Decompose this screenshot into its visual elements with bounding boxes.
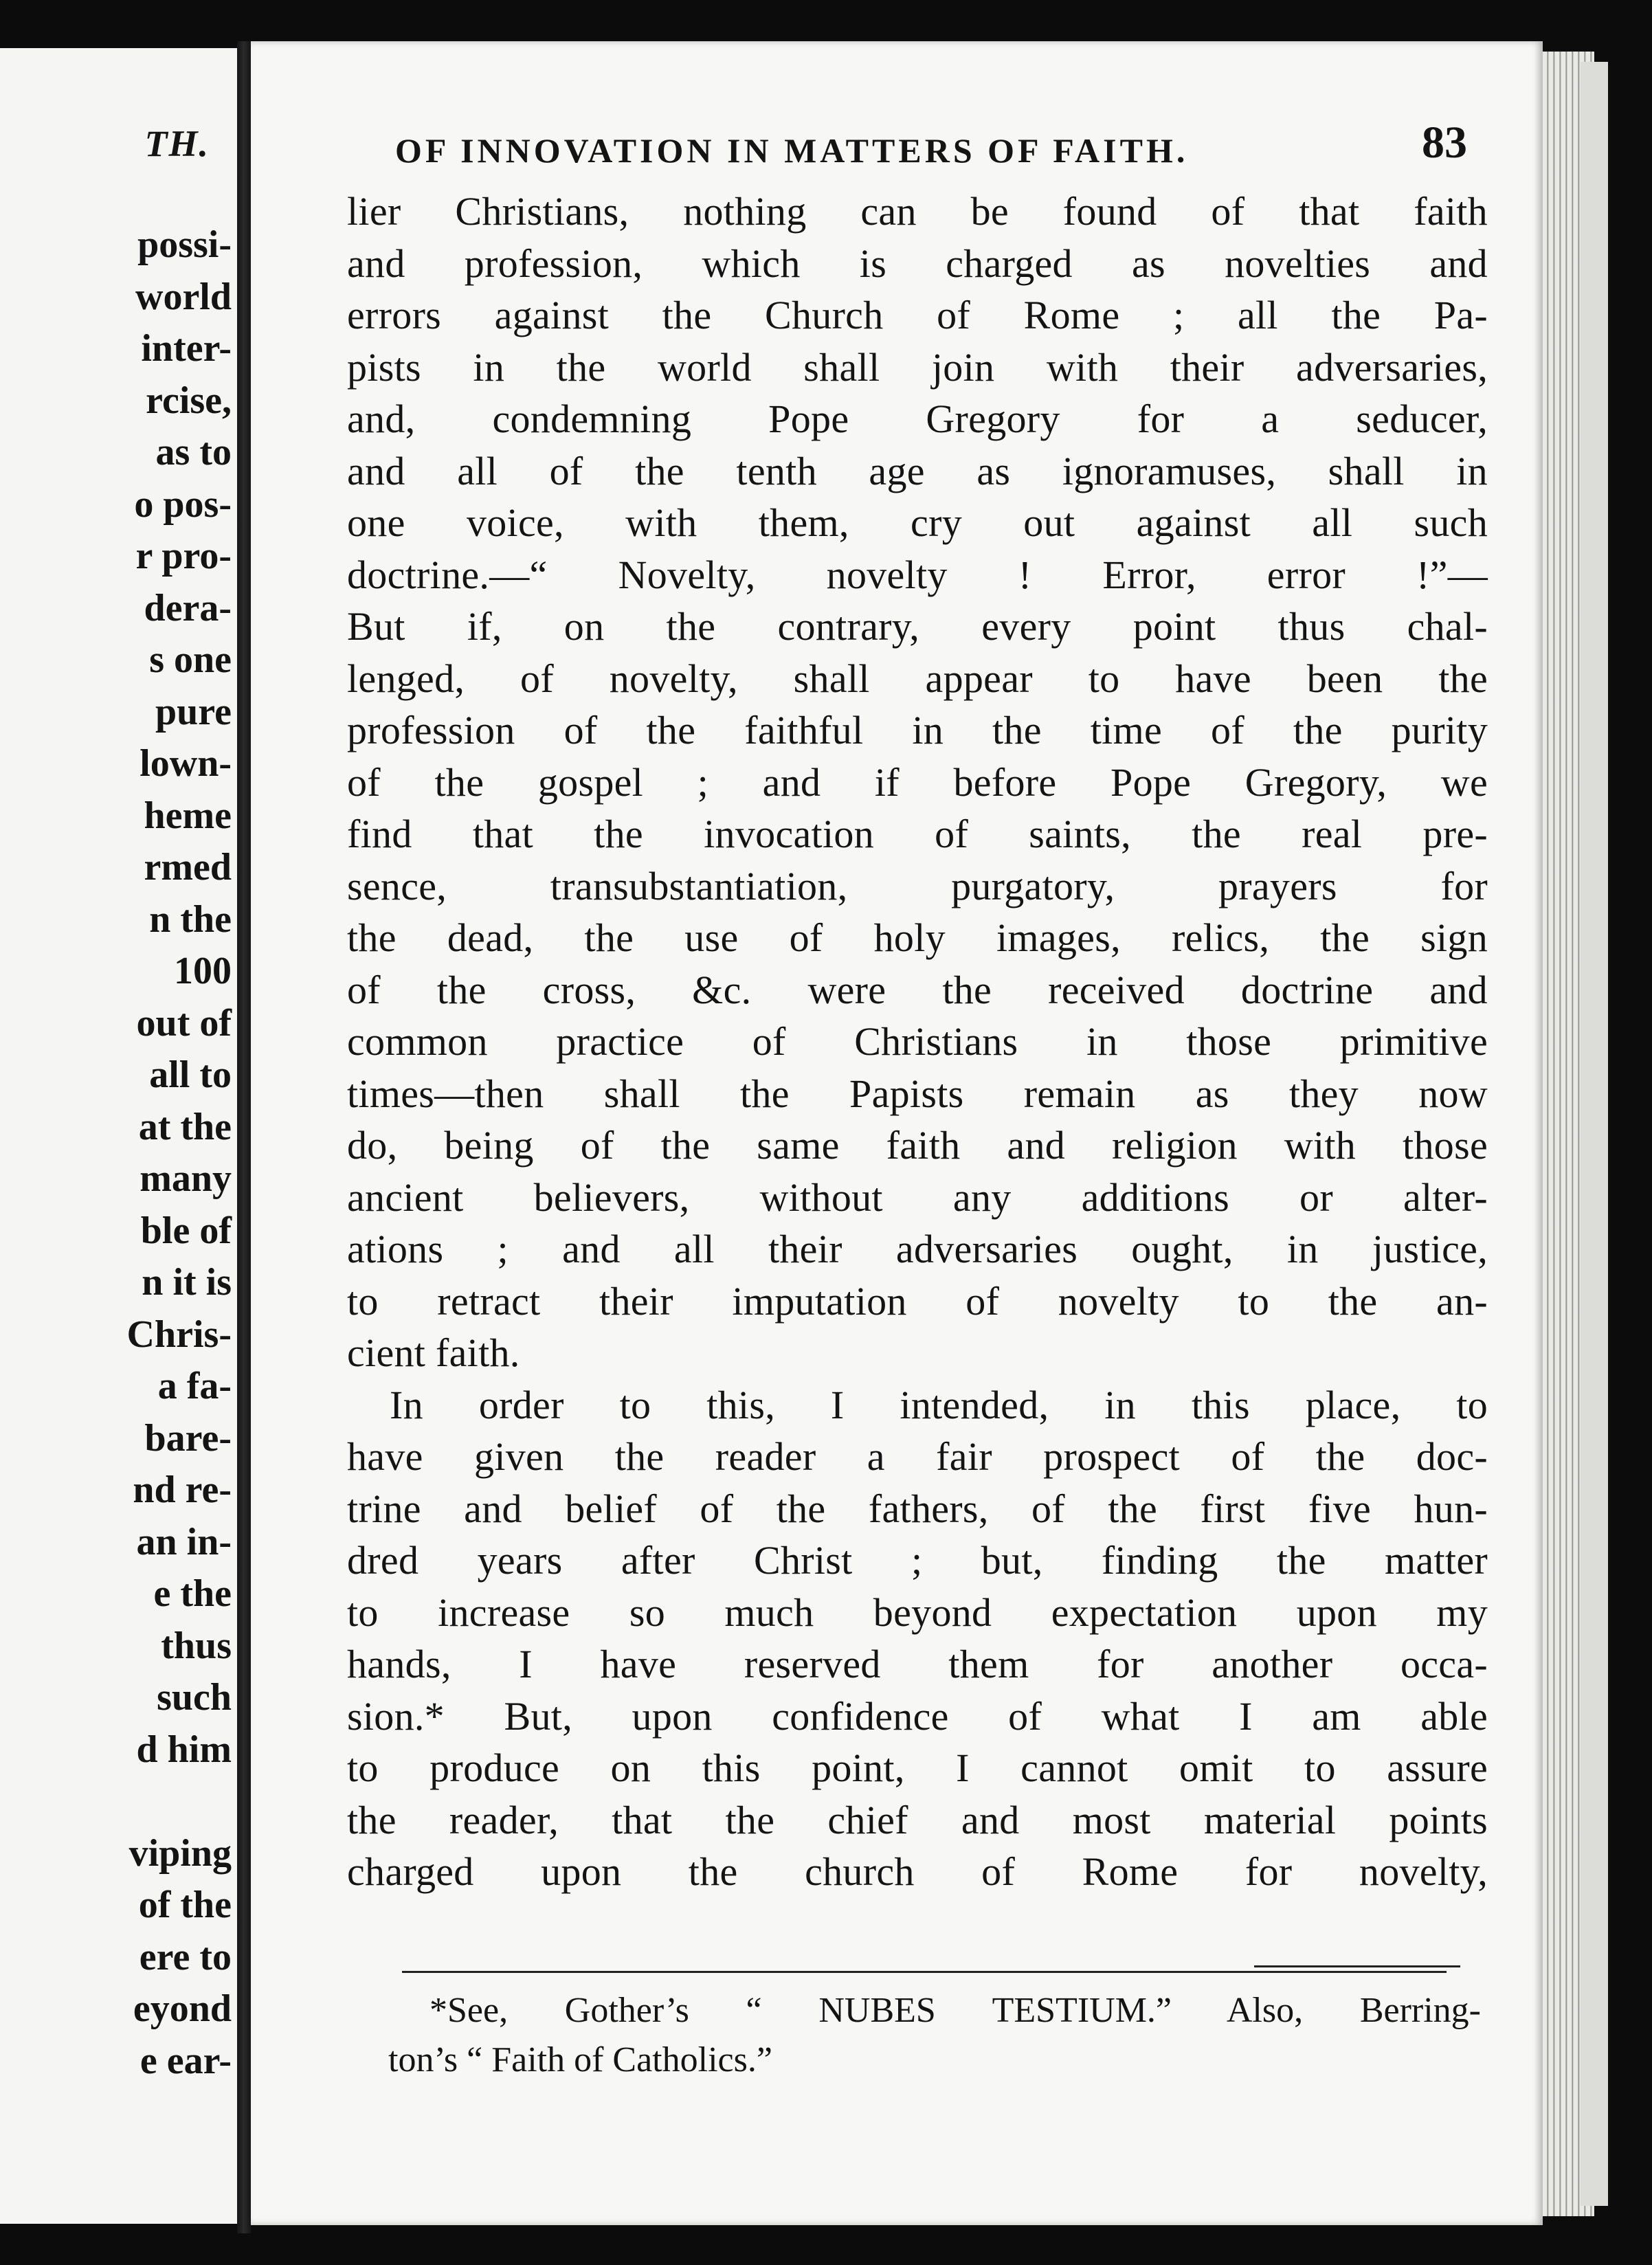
facing-page-line: at the (138, 1105, 232, 1148)
running-head: OF INNOVATION IN MATTERS OF FAITH. (395, 131, 1189, 170)
facing-page-line: lown- (139, 742, 232, 785)
facing-page-line: possi- (137, 223, 232, 266)
text-line: dred years after Christ ; but, finding the matter (347, 1538, 1488, 1583)
text-line: doctrine.—“ Novelty, novelty ! Error, error !”— (347, 552, 1488, 597)
footnote (388, 1986, 1481, 2085)
footnote-rule (402, 1971, 1447, 1973)
facing-page-line: all to (149, 1053, 232, 1096)
text-line: and profession, which is charged as novelties and (347, 241, 1488, 286)
text-line: errors against the Church of Rome ; all the Pa- (347, 293, 1488, 337)
facing-page-line: such (157, 1676, 232, 1719)
text-line: one voice, with them, cry out against all such (347, 500, 1488, 545)
book-page (251, 41, 1543, 2225)
facing-page-line: rmed (144, 846, 232, 889)
facing-page-line: an in- (136, 1520, 232, 1563)
facing-page-line: o pos- (134, 482, 232, 526)
facing-page-line: many (139, 1157, 232, 1200)
facing-page-line: pure (155, 690, 232, 733)
text-line: But if, on the contrary, every point thus chal- (347, 604, 1488, 649)
facing-page-line: viping (129, 1831, 232, 1875)
text-line: trine and belief of the fathers, of the first five hun- (347, 1486, 1488, 1531)
facing-page-line: out of (136, 1001, 232, 1045)
text-line: of the gospel ; and if before Pope Gregory, we (347, 759, 1488, 805)
text-line: find that the invocation of saints, the real pre- (347, 812, 1488, 856)
footnote-rule-short (1254, 1965, 1460, 1967)
facing-page-line: of the (138, 1884, 232, 1926)
text-line: hands, I have reserved them for another occa- (347, 1642, 1488, 1686)
footnote-line: *See, Gother’s “ NUBES TESTIUM.” Also, Berring- (429, 1991, 1481, 2030)
text-line: to increase so much beyond expectation upon my (347, 1589, 1488, 1635)
text-line: and, condemning Pope Gregory for a seducer, (347, 397, 1488, 441)
facing-page-line: bare- (144, 1416, 232, 1460)
facing-page-line: heme (144, 794, 232, 837)
facing-page-line: n it is (142, 1261, 232, 1304)
facing-page-line: n the (149, 897, 232, 941)
facing-page-line: inter- (141, 327, 232, 370)
facing-page-line: Chris- (126, 1313, 232, 1356)
text-line: ancient believers, without any additions or alter- (347, 1174, 1488, 1220)
facing-page-line: nd re- (133, 1469, 232, 1511)
page-edges-back (1581, 62, 1608, 2206)
text-line: do, being of the same faith and religion with those (347, 1123, 1488, 1168)
facing-page-line: s one (149, 638, 232, 681)
text-line: to produce on this point, I cannot omit to assure (347, 1745, 1488, 1790)
facing-page-line: dera- (144, 586, 232, 629)
facing-page-line: e the (153, 1572, 232, 1615)
footnote-line: ton’s “ Faith of Catholics.” (388, 2040, 772, 2079)
page-header (395, 117, 1467, 186)
text-line: pists in the world shall join with their adversaries, (347, 344, 1488, 390)
book-gutter (237, 41, 251, 2233)
facing-page-line: as to (155, 431, 232, 473)
facing-page (0, 48, 237, 2224)
facing-page-line: a fa- (157, 1365, 232, 1407)
text-line: charged upon the church of Rome for novelty, (347, 1849, 1488, 1894)
page-number: 83 (1422, 118, 1467, 168)
facing-page-line: d him (136, 1728, 232, 1771)
facing-page-line: rcise, (146, 379, 232, 422)
text-line: the dead, the use of holy images, relics, the sign (347, 915, 1488, 960)
facing-page-line: world (135, 275, 232, 318)
text-line: lenged, of novelty, shall appear to have been the (347, 656, 1488, 701)
text-line: and all of the tenth age as ignoramuses, shall in (347, 448, 1488, 493)
facing-page-header: TH. (144, 123, 210, 164)
facing-page-line: ere to (139, 1935, 232, 1978)
text-line: the reader, that the chief and most material points (347, 1797, 1488, 1842)
text-line: have given the reader a fair prospect of the doc- (347, 1434, 1488, 1479)
facing-page-line: 100 (174, 950, 232, 992)
body-text (347, 186, 1488, 1898)
facing-page-line: e ear- (139, 2039, 232, 2082)
facing-page-line: thus (161, 1624, 232, 1667)
text-line: sion.* But, upon confidence of what I am able (347, 1693, 1488, 1739)
text-line: ations ; and all their adversaries ought, in justice, (347, 1227, 1488, 1271)
text-line: times—then shall the Papists remain as they now (347, 1071, 1488, 1116)
text-line-paragraph-start: In order to this, I intended, in this place, to (390, 1382, 1488, 1427)
text-line: to retract their imputation of novelty to the an- (347, 1278, 1488, 1324)
facing-page-line: r pro- (135, 535, 232, 577)
text-line: of the cross, &c. were the received doctrine and (347, 967, 1488, 1012)
text-line-paragraph-end: cient faith. (347, 1330, 520, 1375)
facing-page-line: eyond (133, 1987, 232, 2030)
text-line: common practice of Christians in those primitive (347, 1019, 1488, 1064)
text-line: profession of the faithful in the time of the purity (347, 708, 1488, 752)
facing-page-line: ble of (140, 1209, 232, 1252)
text-line: sence, transubstantiation, purgatory, prayers for (347, 863, 1488, 908)
text-line: lier Christians, nothing can be found of that faith (347, 189, 1488, 234)
